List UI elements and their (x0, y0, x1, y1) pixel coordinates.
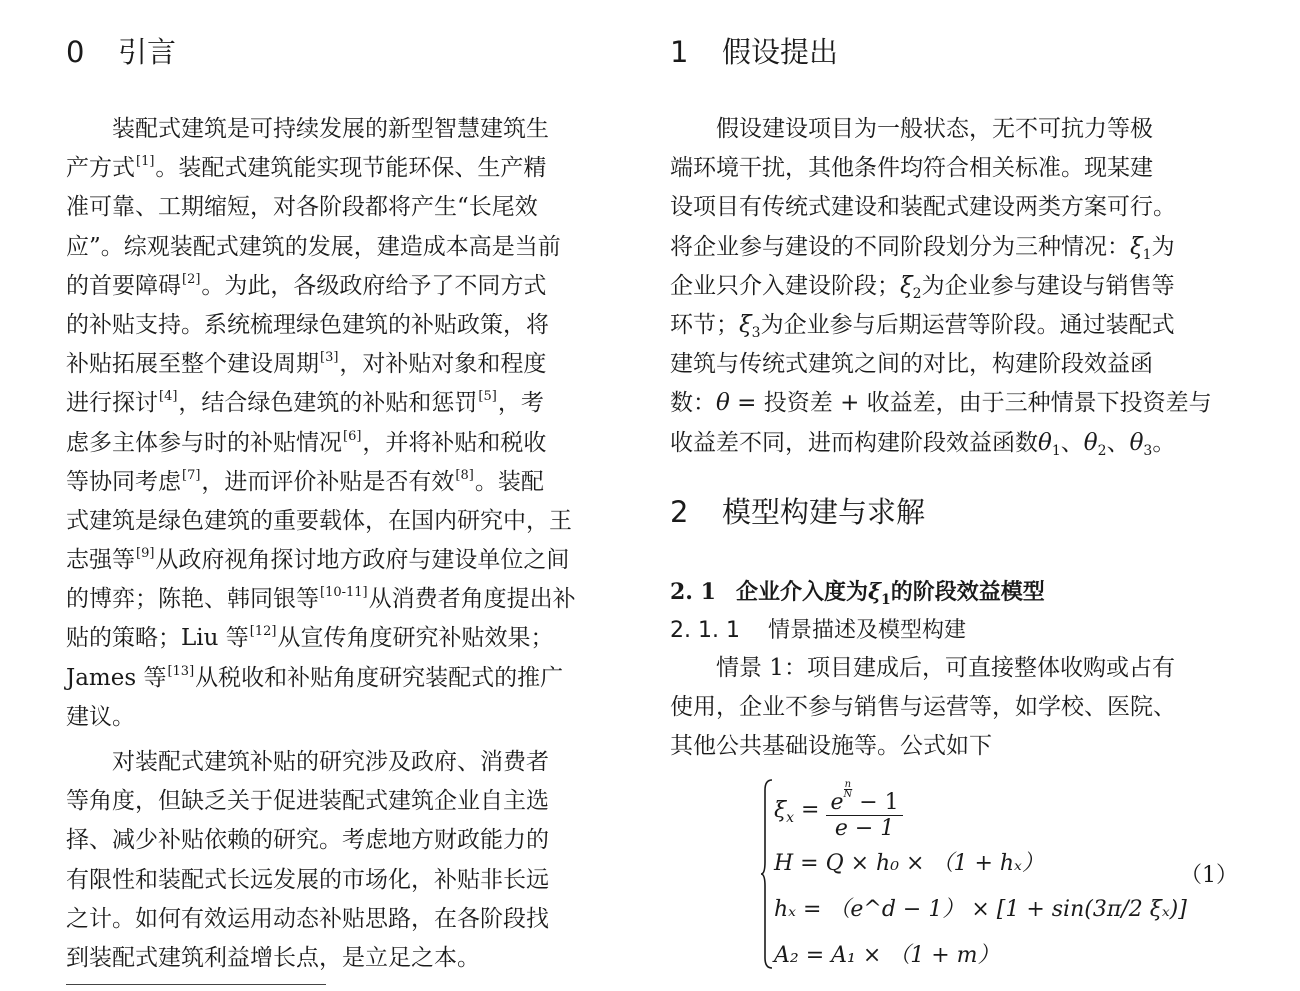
text-line: 择、减少补贴依赖的研究。考虑地方财政能力的 (66, 827, 549, 854)
citation-ref: [1] (136, 154, 155, 170)
intro-paragraph-1 (66, 110, 618, 737)
text-line: 等角度，但缺乏关于促进装配式建筑企业自主选 (66, 788, 549, 815)
text-line: 贴的策略；Liu 等[12]从宣传角度研究补贴效果； (66, 624, 554, 652)
subsection-number: 2. 1 (670, 579, 716, 605)
citation-ref: [9] (136, 546, 155, 562)
text-line: 志强等[9]从政府视角探讨地方政府与建设单位之间 (66, 546, 570, 574)
text-line: 环节；$\xi_3$为企业参与后期运营等阶段。通过装配式 (670, 311, 1175, 341)
equation-block (760, 778, 1238, 973)
text-line: 数：θ = 投资差 + 收益差，由于三种情景下投资差与 (670, 390, 1212, 417)
section-number: 1 (670, 35, 689, 69)
text-line: James 等[13]从税收和补贴角度研究装配式的推广 (66, 663, 564, 691)
citation-ref: [5] (478, 389, 497, 405)
text-line: 进行探讨[4]，结合绿色建筑的补贴和惩罚[5]，考 (66, 389, 544, 417)
equation-row-4: A₂ = A₁ × （1 + m） (774, 943, 1000, 968)
text-line: 对装配式建筑补贴的研究涉及政府、消费者 (66, 749, 549, 775)
text-line: 之计。如何有效运用动态补贴思路，在各阶段找 (66, 905, 549, 932)
text-line: 设项目有传统式建设和装配式建设两类方案可行。 (670, 194, 1176, 221)
intro-paragraph-2 (66, 743, 618, 978)
scenario-paragraph (670, 649, 1226, 767)
citation-ref: [10-11] (320, 585, 368, 601)
math-symbol: θ (1083, 429, 1098, 456)
subsection-title-post: 的阶段效益模型 (890, 579, 1045, 605)
text-line: 建筑与传统式建筑之间的对比，构建阶段效益函 (670, 351, 1153, 378)
text-line: 虑多主体参与时的补贴情况[6]，并将补贴和税收 (66, 428, 547, 456)
citation-ref: [13] (167, 663, 195, 679)
text-line: 准可靠、工期缩短，对各阶段都将产生“长尾效 (66, 194, 538, 221)
citation-ref: [6] (343, 428, 362, 444)
text-line: 其他公共基础设施等。公式如下 (670, 733, 992, 760)
hypothesis-paragraph (670, 110, 1226, 463)
citation-ref: [12] (249, 624, 277, 640)
fraction-numerator: e $\frac{n}{N}$ − 1 (830, 779, 899, 815)
subsection-title: 情景描述及模型构建 (768, 618, 967, 643)
math-symbol: ξ (739, 311, 752, 338)
xi-x-lhs: $\xi_x$ (774, 797, 795, 826)
equals-sign: = (801, 797, 827, 823)
text-line: 等协同考虑[7]，进而评价补贴是否有效[8]。装配 (66, 467, 544, 495)
text-line: 端环境干扰，其他条件均符合相关标准。现某建 (670, 155, 1153, 182)
left-brace (760, 778, 774, 970)
text-line: 收益差不同，进而构建阶段效益函数$\theta_1$、$\theta_2$、$\theta_3$。 (670, 429, 1176, 459)
text-line: 使用，企业不参与销售与运营等，如学校、医院、 (670, 694, 1176, 721)
text-line: 情景 1：项目建成后，可直接整体收购或占有 (670, 655, 1175, 681)
math-symbol: θ (716, 390, 730, 417)
text-line: 式建筑是绿色建筑的重要载体，在国内研究中，王 (66, 507, 572, 534)
text-line: 的博弈；陈艳、韩同银等[10-11]从消费者角度提出补 (66, 585, 576, 613)
text-line: 假设建设项目为一般状态，无不可抗力等极 (670, 116, 1153, 142)
text-line: 建议。 (66, 703, 135, 730)
footnote-divider (66, 984, 326, 985)
math-symbol: ξ (900, 272, 913, 299)
text-line: 到装配式建筑利益增长点，是立足之本。 (66, 944, 480, 971)
subsection-heading-2-1 (670, 577, 1045, 615)
text-line: 补贴拓展至整个建设周期[3]，对补贴对象和程度 (66, 350, 547, 378)
section-title: 引言 (118, 35, 177, 69)
subsection-number: 2. 1. 1 (670, 618, 740, 643)
text-line: 企业只介入建设阶段；$\xi_2$为企业参与建设与销售等 (670, 272, 1175, 302)
section-title: 假设提出 (722, 35, 839, 69)
text-line: 装配式建筑是可持续发展的新型智慧建筑生 (66, 116, 549, 142)
math-symbol: ξ (1130, 233, 1143, 260)
text-line: 有限性和装配式长远发展的市场化，补贴非长远 (66, 866, 549, 893)
section-number: 2 (670, 495, 689, 529)
text-line: 应”。综观装配式建筑的发展，建造成本高是当前 (66, 233, 561, 260)
section-heading-hypothesis (670, 34, 838, 70)
xi-symbol: ξ (868, 579, 882, 605)
text-line: 产方式[1]。装配式建筑能实现节能环保、生产精 (66, 154, 547, 182)
text-line: 的补贴支持。系统梳理绿色建筑的补贴政策，将 (66, 311, 549, 338)
equation-row-3: hₓ = （e^d − 1） × [1 + sin(3π/2 ξₓ)] (774, 897, 1187, 922)
citation-ref: [4] (159, 389, 178, 405)
equation-row-2: H = Q × h₀ × （1 + hₓ） (774, 851, 1044, 876)
fraction-denominator: e − 1 (826, 815, 902, 841)
text-line: 的首要障碍[2]。为此，各级政府给予了不同方式 (66, 271, 547, 299)
citation-ref: [8] (455, 467, 474, 483)
citation-ref: [7] (182, 467, 201, 483)
equation-number: （1） (1180, 863, 1238, 888)
xi-subscript: 1 (881, 592, 891, 608)
exponent-fraction: $\frac{n}{N}$ (843, 779, 853, 800)
section-heading-model (670, 494, 925, 530)
section-title: 模型构建与求解 (722, 495, 926, 529)
subsection-title-pre: 企业介入度为 (736, 579, 869, 605)
fraction (826, 780, 902, 841)
section-number: 0 (66, 35, 85, 69)
section-heading-introduction (66, 34, 176, 70)
equation-row-1 (774, 780, 903, 841)
citation-ref: [2] (182, 271, 201, 287)
citation-ref: [3] (320, 350, 339, 366)
text-line: 将企业参与建设的不同阶段划分为三种情况：$\xi_1$为 (670, 233, 1175, 263)
subsection-heading-2-1-1 (670, 616, 966, 646)
math-symbol: θ (1129, 429, 1144, 456)
math-symbol: θ (1038, 429, 1052, 456)
